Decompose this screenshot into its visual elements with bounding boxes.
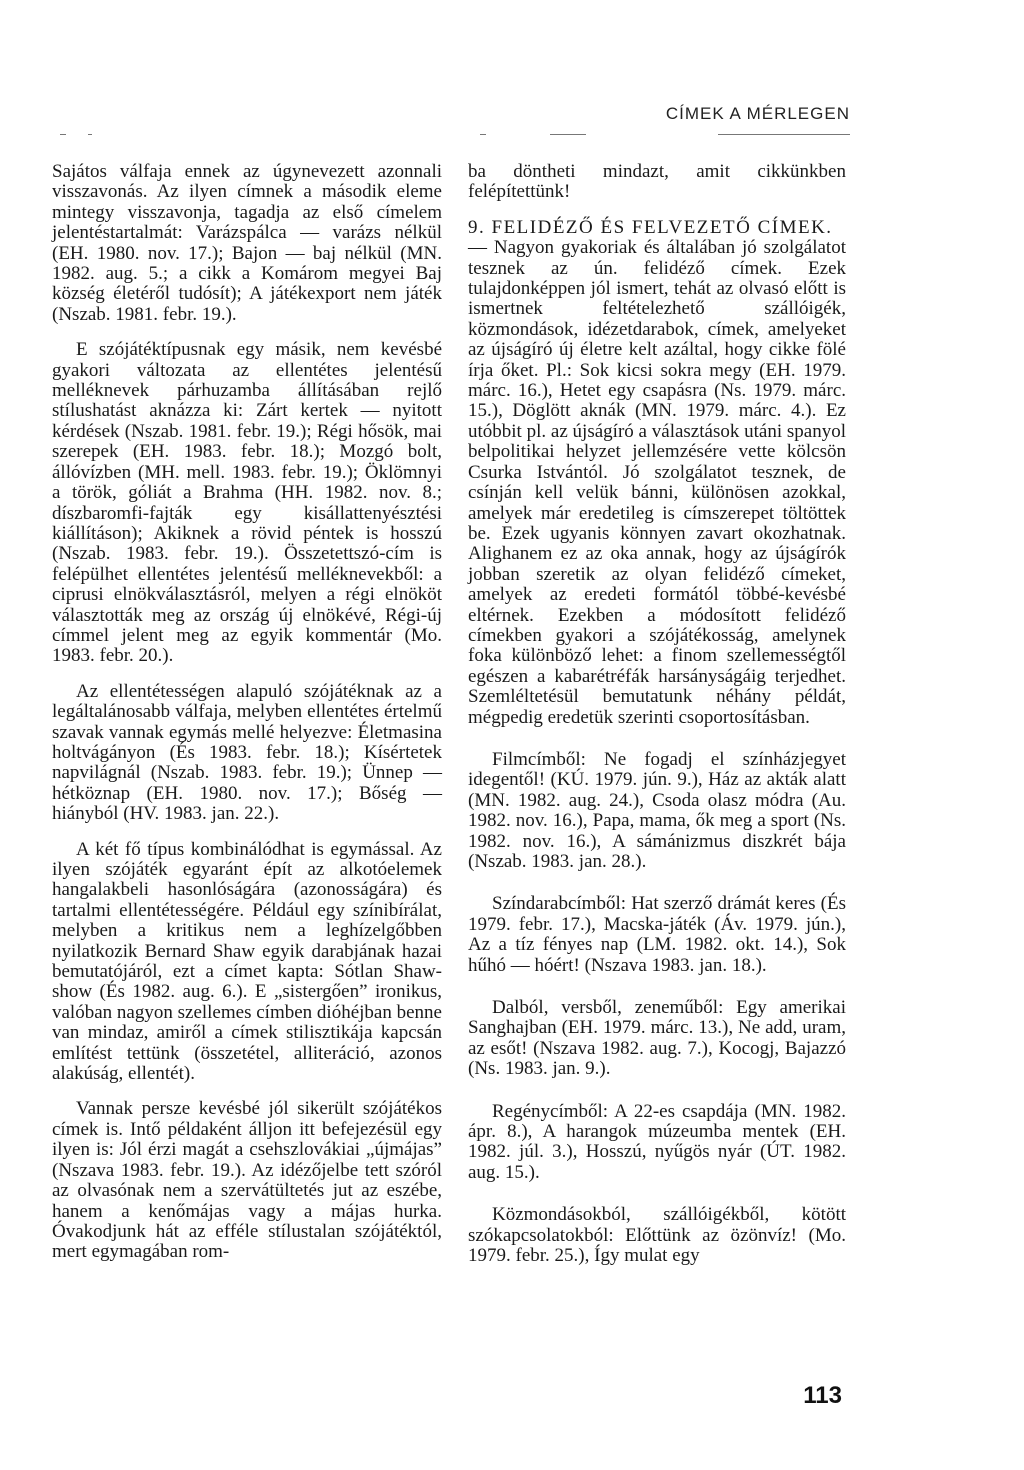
paragraph: Filmcímből: Ne fogadj el színházjegyet idegentől! (KÚ. 1979. jún. 9.), Ház az akták alatt (MN. 1982. aug. 24.), Csoda olasz módra (Au. 1982. nov. 16.), Papa, mama, ők meg a sport (Ns. 1982. nov. 16.), A sámánizmus diszkrét bája (Nszab. 1983. jan. 28.). <box>468 748 846 872</box>
running-header-title: CÍMEK A MÉRLEGEN <box>665 104 850 123</box>
header-rule <box>88 134 92 135</box>
paragraph: A két fő típus kombinálódhat is egymással. Az ilyen szójáték egyaránt épít az alkotóelemek hangalakbeli hasonlóságára (azonosságára) és tartalmi ellentétességére. Például egy színibírálat, melyben a kritikus nem a leghízelgőbben nyilatkozik Bernard Shaw egyik darabjának hazai bemutatójáról, ezt a címet kapta: Sótlan Shaw-show (És 1982. aug. 6.). E „sistergően” ironikus, valóban nagyon szellemes címben dióhéjban benne van mindaz, amiről a címek stilisztikája kapcsán említést tettünk (összetétel, alliteráció, azonos alakúság, ellentét). <box>52 838 442 1085</box>
paragraph: Közmondásokból, szállóigékből, kötött szókapcsolatokból: Előttünk az özönvíz! (Mo. 1979. febr. 25.), Így mulat egy <box>468 1204 846 1267</box>
header-rule <box>550 134 586 135</box>
section-heading: 9. FELIDÉZŐ ÉS FELVEZETŐ CÍMEK. <box>468 216 833 238</box>
left-column <box>52 162 442 1278</box>
running-header <box>60 104 850 130</box>
header-rule <box>718 134 850 135</box>
paragraph: Dalból, versből, zeneműből: Egy amerikai Sanghajban (EH. 1979. márc. 13.), Ne add, uram, az esőt! (Nszava 1982. aug. 7.), Kocogj, Bajazzó (Ns. 1983. jan. 9.). <box>468 997 846 1080</box>
paragraph: — Nagyon gyakoriak és általában jó szolgálatot tesznek az ún. felidéző címek. Ezek tulajdonképpen jól ismert, tehát az olvasó előtt is ismertnek feltételezhető szállóigék, közmondások, idézetdarabok, címek, amelyeket az újságíró új életre kelt azáltal, hogy cikke fölé írja őket. Pl.: Sok kicsi sokra megy (EH. 1979. márc. 16.), Hetet egy csapásra (Ns. 1979. márc. 15.), Döglött aknák (MN. 1979. márc. 4.). Ez utóbbit pl. az újságíró a választások utáni spanyol belpolitikai helyzet jellemzésére vette kölcsön Csurka Istvántól. Jó szolgálatot tesznek, de csínján kell velük bánni, különösen azokkal, amelyek már eredetileg is címszerepet töltöttek be. Ezek ugyanis könnyen zavart okozhatnak. Alighanem ez az oka annak, hogy az újságírók jobban szeretik az olyan felidéző címeket, amelyek az eredeti formától többé-kevésbé eltérnek. Ezekben a módosított felidéző címekben gyakori a szójátékosság, amelynek foka különböző lehet: a finom szellemességtől egészen a kabarétréfák harsányságáig terjedhet. Szemléltetésül bemutatunk néhány példát, mégpedig eredetük szerinti csoportosításban. <box>468 237 846 728</box>
header-rule <box>480 134 486 135</box>
right-column <box>468 162 846 1289</box>
paragraph: Sajátos válfaja ennek az úgynevezett azonnali visszavonás. Az ilyen címnek a második eleme mintegy visszavonja, tagadja az első címelem jelentéstartalmát: Varázspálca — varázs nélkül (EH. 1980. nov. 17.); Bajon — baj nélkül (MN. 1982. aug. 5.; a cikk a Komárom megyei Baj község életéről tudósít); A játékexport nem játék (Nszab. 1981. febr. 19.). <box>52 161 442 325</box>
paragraph: Regénycímből: A 22-es csapdája (MN. 1982. ápr. 8.), A harangok múzeumba mentek (EH. 1982. júl. 3.), Hosszú, nyűgös nyár (ÚT. 1982. aug. 15.). <box>468 1100 846 1183</box>
paragraph: Az ellentétességen alapuló szójátéknak az a legáltalánosabb válfaja, melyben ellentétes értelmű szavak vannak egymás mellé helyezve: Életmasina holtvágányon (És 1983. febr. 18.); Kísértetek napvilágnál (Nszab. 1983. febr. 19.); Ünnep — hétköznap (EH. 1980. nov. 17.); Bőség — hiányból (HV. 1983. jan. 22.). <box>52 680 442 825</box>
paragraph: Színdarabcímből: Hat szerző drámát keres (És 1979. febr. 17.), Macska-játék (Áv. 1979. jún.), Az a tíz fényes nap (LM. 1982. okt. 14.), Sok hűhó — hóért! (Nszava 1983. jan. 18.). <box>468 893 846 976</box>
paragraph: ba döntheti mindazt, amit cikkünkben felépítettünk! <box>468 161 846 203</box>
page-number: 113 <box>803 1382 842 1409</box>
paragraph: Vannak persze kevésbé jól sikerült szójátékos címek is. Intő példaként álljon itt befejezésül egy ilyen is: Jól érzi magát a csehszlovákiai „újmájas” (Nszava 1983. febr. 19.). Az idézőjelbe tett szóról az olvasónak nem a szervátültetés jut az eszébe, hanem a kenőmájas vagy a májas hurka. Óvakodjunk hát az efféle stílustalan szójátéktól, mert egymagában rom- <box>52 1098 442 1263</box>
paragraph: E szójátéktípusnak egy másik, nem kevésbé gyakori változata az ellentétes jelentésű melléknevek párhuzamba állításában rejlő stílushatást aknázza ki: Zárt kertek — nyitott kérdések (Nszab. 1981. febr. 19.); Régi hősök, mai szerepek (EH. 1983. febr. 18.); Mozgó bolt, állóvízben (MH. mell. 1983. febr. 19.); Öklömnyi a török, góliát a Brahma (HH. 1982. nov. 8.; díszbaromfi-fajták egy kisállattenyésztési kiállításon); Akiknek a rövid péntek is hosszú (Nszab. 1983. febr. 19.). Összetettszó-cím is felépülhet ellentétes jelentésű melléknevekből: a ciprusi elnökválasztásról, melyen a régi elnököt választották meg az ország új elnökévé, Régi-új címmel jelent meg az egyik kommentár (Mo. 1983. febr. 20.). <box>52 339 442 667</box>
header-rule <box>60 134 66 135</box>
